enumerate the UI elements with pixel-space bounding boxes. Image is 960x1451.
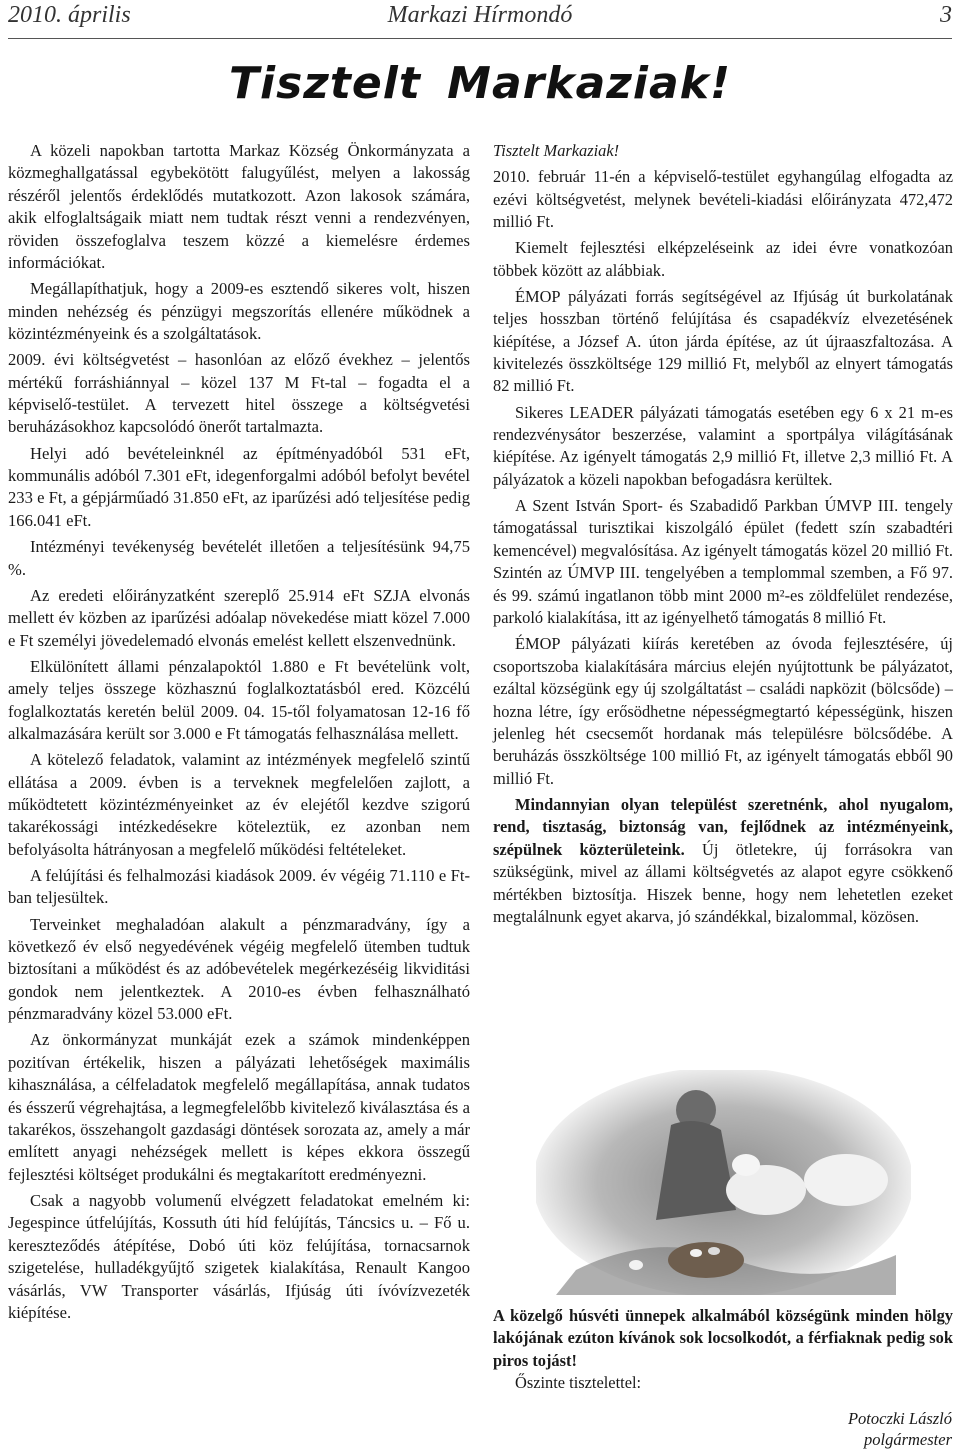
left-column xyxy=(8,140,470,1328)
paragraph: Terveinket meghaladóan alakult a pénzmaradvány, így a következő év első negyedévének végéig megfelelő ütemben tudtuk biztosítani a működést és az adóbevételek megérkezéséig likviditási gondok nem jelentkeztek. A 2010-es évben felhasználható pénzmaradvány közel 53.000 eFt. xyxy=(8,914,470,1024)
regards-line: Őszinte tisztelettel: xyxy=(515,1373,642,1393)
paragraph: Sikeres LEADER pályázati támogatás esetében egy 6 x 21 m-es rendezvénysátor beszerzése, valamint a sportpálya világításának kiépítése. Az igényelt támogatás 2,9 millió Ft, illetve 2,3 millió Ft. A pályázatok a közeli napokban befogadásra kerültek. xyxy=(493,402,953,489)
basket xyxy=(668,1242,744,1278)
paragraph: Megállapíthatjuk, hogy a 2009-es esztendő sikeres volt, hiszen minden nehézség és pénzügyi megszorítás ellenére működnek a közintézményeink és a szolgáltatások. xyxy=(8,279,470,344)
right-column xyxy=(493,140,953,932)
paragraph: A Szent István Sport- és Szabadidő Parkban ÚMVP III. tengely támogatással turisztikai kiszolgáló épület (fedett szín szabadtéri kemencével) megvalósítása. Az igényelt támogatás közel 20 millió Ft. Szintén az ÚMVP III. tengelyében a templommal szemben, a Fő 97. és 99. számú ingatlanon több mint 2000 m²-es zöldfelület rendezése, parkoló kialakítása, itt az igényelhető támogatás 8 millió Ft. xyxy=(493,496,953,628)
paragraph: A kötelező feladatok, valamint az intézmények megfelelő szintű ellátása a 2009. évben is a terveknek megfelelően zajlott, a működtetett közintézményeinket az év elejétől kezdve szigorú takarékossági intézkedésekre köteleztük, ez azonban nem befolyásolta hátrányosan a megfelelő működési feltételeket. xyxy=(8,750,470,859)
easter-illustration xyxy=(536,1070,911,1295)
article-title: Tisztelt Markaziak! xyxy=(228,58,732,109)
paragraph: ÉMOP pályázati forrás segítségével az Ifjúság út burkolatának teljes hosszban történő felújítása és csapadékvíz elvezetésének kiépítése, a József A. úton járda építése, az út újraaszfaltozása. A kivitelezés összköltsége 129 millió Ft, melyből az elnyert támogatás 82 millió Ft. xyxy=(493,286,953,396)
issue-date: 2010. április xyxy=(8,2,131,28)
paragraph: Elkülönített állami pénzalapoktól 1.880 e Ft bevételünk volt, amely teljes összege közhasznú foglalkoztatásból ered. Közcélú foglalkoztatás keretén belül 2009. 04. 15-től folyamatosan 12-16 fő alkalmazására került sor 3.000 e Ft támogatás felhasználása mellett. xyxy=(8,656,470,743)
page-number: 3 xyxy=(940,2,952,28)
closing-block xyxy=(493,1305,953,1395)
paragraph: Az eredeti előirányzatként szereplő 25.914 eFt SZJA elvonás mellett év közben az iparűzési adóalap növekedése miatt közel 7.000 e Ft személyi jövedelemadó elvonás emelést kellett elszenvednünk. xyxy=(8,585,470,650)
easter-illustration-svg xyxy=(536,1070,911,1295)
publication-name: Markazi Hírmondó xyxy=(387,2,573,28)
header-rule xyxy=(8,38,952,39)
page-header xyxy=(8,0,952,38)
paragraph: Az önkormányzat munkáját ezek a számok mindenképpen pozitívan értékelik, hiszen a pályázati lehetőségek maximális kihasználása, a célfeladatok megfelelő megállapítása, annak tudatos és ésszerű végrehajtása, a legmegfelelőbb kivitelező kiválasztása és a takarékos, összehangolt gazdasági döntések sorozata az, amely a már említett anyagi nehézségek mellett is képes ekkora összegű fejlesztési költséget produkálni és megtakarított eredményezni. xyxy=(8,1030,470,1184)
signature xyxy=(848,1408,952,1450)
paragraph: Intézményi tevékenység bevételét illetően a teljesítésünk 94,75 %. xyxy=(8,537,470,579)
paragraph: Csak a nagyobb volumenű elvégzett feladatokat emelném ki: Jegespince útfelújítás, Kossuth úti híd felújítás, Táncsics u. – Fő u. kereszteződés átépítése, Dobó úti köz felújítása, tornacsarnok szigetelése, hulladékgyűjtő szigetek kialakítása, Renault Kangoo vásárlás, VW Transporter vásárlás, Ifjúság úti ívóvízvezeték kiépítése. xyxy=(8,1191,470,1323)
bold-lead: Mindannyian olyan települést szeretnénk, ahol nyugalom, rend, tisztaság, biztonság van, fejlődnek az intézményeink, szépülnek közterületeink. xyxy=(493,794,953,859)
paragraph: 2009. évi költségvetést – hasonlóan az előző évekhez – jelentős mértékű forráshiánnyal – közel 137 M Ft-tal – fogadta el a képviselő-testület. A tervezett hitel összege a költségvetési beruházásokhoz kapcsolódó önerőt tartalmazta. xyxy=(8,350,470,437)
paragraph-bold-lead xyxy=(493,794,953,928)
egg xyxy=(629,1260,643,1270)
egg xyxy=(708,1247,720,1255)
paragraph: 2010. február 11-én a képviselő-testület egyhangúlag elfogadta az ezévi költségvetést, melynek bevételi-kiadási előirányzata 472,472 millió Ft. xyxy=(493,167,953,232)
signature-name: Potoczki László xyxy=(847,1409,952,1428)
egg xyxy=(690,1249,702,1257)
easter-greeting: A közelgő húsvéti ünnepek alkalmából községünk minden hölgy lakójának ezúton kívánok sok locsolkodót, a férfiaknak pedig sok piros tojást! xyxy=(493,1306,953,1370)
bold-follow: Új ötletekre, új forrásokra van szükségünk, mivel az állami költségvetés az alapot egyre csökkenő mértékben biztosítja. Hiszek benne, hogy nem lehetetlen ezeket megtalálnunk egyet akarva, jó szándékkal, bizalommal, közösen. xyxy=(493,839,953,926)
paragraph: A közeli napokban tartotta Markaz Község Önkormányzata a közmeghallgatással egybekötött falugyűlést, melyen a lakosság részéről jelentős érdeklődés mutatkozott. Azon lakosok számára, akik elfoglaltságaik miatt nem tudtak részt venni a rendezvényen, röviden összefoglalva teszem közzé a kiemelésre érdemes információkat. xyxy=(8,141,470,273)
signature-role: polgármester xyxy=(864,1430,952,1449)
paragraph: Helyi adó bevételeinknél az építményadóból 531 eFt, kommunális adóból 7.301 eFt, idegenforgalmi adóból befolyt bevétel 233 e Ft, a gépjárműadó 31.850 eFt, az iparűzési adó teljesítése pedig 166.041 eFt. xyxy=(8,443,470,530)
paragraph: ÉMOP pályázati kiírás keretében az óvoda fejlesztésére, új csoportszoba kialakítására március elején nyújtottunk be pályázatot, ezáltal községünk egy új szolgáltatást – családi napközit (bölcsőde) – hozna létre, így erősödhetne népességmegtartó képességünk, hiszen jelenleg hét csecsemőt hordanak más településre bölcsődébe. A beruházás összköltsége 100 millió Ft, az igényelt támogatás ebből 90 millió Ft. xyxy=(493,634,953,788)
paragraph: Kiemelt fejlesztési elképzeléseink az idei évre vonatkozóan többek között az alábbiak. xyxy=(493,238,953,280)
lamb-head xyxy=(732,1154,760,1176)
greeting: Tisztelt Markaziak! xyxy=(493,141,620,160)
paragraph: A felújítási és felhalmozási kiadások 2009. év végéig 71.110 e Ft-ban teljesültek. xyxy=(8,865,470,908)
lamb-2 xyxy=(804,1154,888,1206)
